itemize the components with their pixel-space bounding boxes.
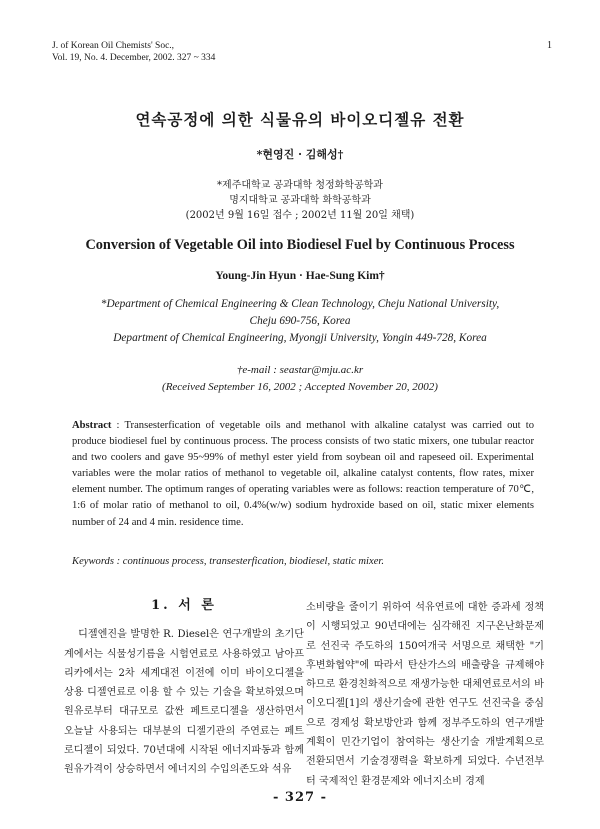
english-authors: Young-Jin Hyun · Hae-Sung Kim† [215, 270, 385, 282]
abstract [72, 418, 534, 531]
left-column [64, 596, 304, 780]
korean-dates: (2002년 9월 16일 접수 ; 2002년 11월 20일 채택) [185, 210, 415, 221]
english-affiliations [0, 296, 600, 347]
page-number: 1 [547, 40, 552, 51]
abstract-label: Abstract [72, 420, 112, 431]
keywords: Keywords : continuous process, transesterfication, biodiesel, static mixer. [72, 556, 384, 567]
korean-affiliation-2: 명지대학교 공과대학 화학공학과 [229, 195, 371, 206]
footer-page-number: - 327 - [273, 790, 327, 805]
introduction-text-right: 소비량을 줄이기 위하여 석유연료에 대한 증과세 정책이 시행되었고 90년대에는 심각해진 지구온난화문제로 선진국 주도하의 150여개국 서명으로 채택한 "기후변화협약"에 따라서 탄산가스의 배출량을 규제해야 하므로 환경친화적으로 재생가능한 대체연료로서의 바이오디젤[1]의 생산기술에 관한 연구도 선진국을 중심으로 경제성 확보방안과 함께 정부주도하의 연구개발계획이 민간기업이 참여하는 생산기술 개발계획으로 전환되면서 기술경쟁력을 확보하게 되었다. 수년전부터 국제적인 환경문제와 에너지소비 경제 [306, 602, 544, 787]
korean-title: 연속공정에 의한 식물유의 바이오디젤유 전환 [135, 110, 465, 129]
journal-citation [52, 40, 215, 64]
author-email: †e-mail : seastar@mju.ac.kr [236, 364, 364, 376]
journal-volume: Vol. 19, No. 4. December, 2002. 327 ~ 334 [52, 53, 216, 63]
introduction-text-left: 디젤엔진을 발명한 R. Diesel은 연구개발의 초기단계에서는 식물성기름을 시험연료로 사용하였고 남아프리카에서는 2차 세계대전 이전에 이미 바이오디젤을 상용 디젤연료로 이용 할 수 있는 기술을 확보하였으며 원유로부터 대규모로 값싼 페트로디젤을 생산하면서 오늘날 사용되는 대부분의 디젤기관의 주연료는 페트로디젤이 되었다. 70년대에 시작된 에너지파동과 함께 원유가격이 상승하면서 에너지의 수입의존도와 석유 [64, 629, 304, 776]
english-dates: (Received September 16, 2002 ; Accepted November 20, 2002) [162, 381, 438, 393]
english-affiliation-2: Department of Chemical Engineering, Myongji University, Yongin 449-728, Korea [113, 332, 487, 344]
korean-affiliation-1: *제주대학교 공과대학 청정화학공학과 [217, 180, 383, 191]
english-title: Conversion of Vegetable Oil into Biodiesel Fuel by Continuous Process [85, 237, 515, 253]
right-column [306, 598, 544, 791]
korean-authors: *현영진 · 김해성† [256, 148, 344, 161]
english-affiliation-1: *Department of Chemical Engineering & Clean Technology, Cheju National University, [100, 298, 500, 310]
korean-affiliations [0, 178, 600, 223]
english-affiliation-1b: Cheju 690-756, Korea [249, 315, 351, 327]
section-heading-introduction: 1. 서 론 [151, 598, 217, 613]
abstract-text: : Transesterfication of vegetable oils and methanol with alkaline catalyst was carried out to produce biodiesel fuel by continuous process. The process consists of two static mixers, one tubular reactor and two coolers and gave 95~99% of methyl ester yield from soybean oil and rapeseed oil. Experimental variables were the molar ratios of methanol to vegetable oil, alkaline catalyst contents, flow rates, mixer element number. The optimum ranges of operating variables were as follows: reaction temperature of 70℃, 1:6 of molar ratio of methanol to oil, 0.4%(w/w) sodium hydroxide based on oil, static mixer elements number of 24 and 4 min. residence time. [72, 420, 534, 528]
contact-block [0, 362, 600, 396]
journal-name: J. of Korean Oil Chemists' Soc., [52, 41, 175, 51]
